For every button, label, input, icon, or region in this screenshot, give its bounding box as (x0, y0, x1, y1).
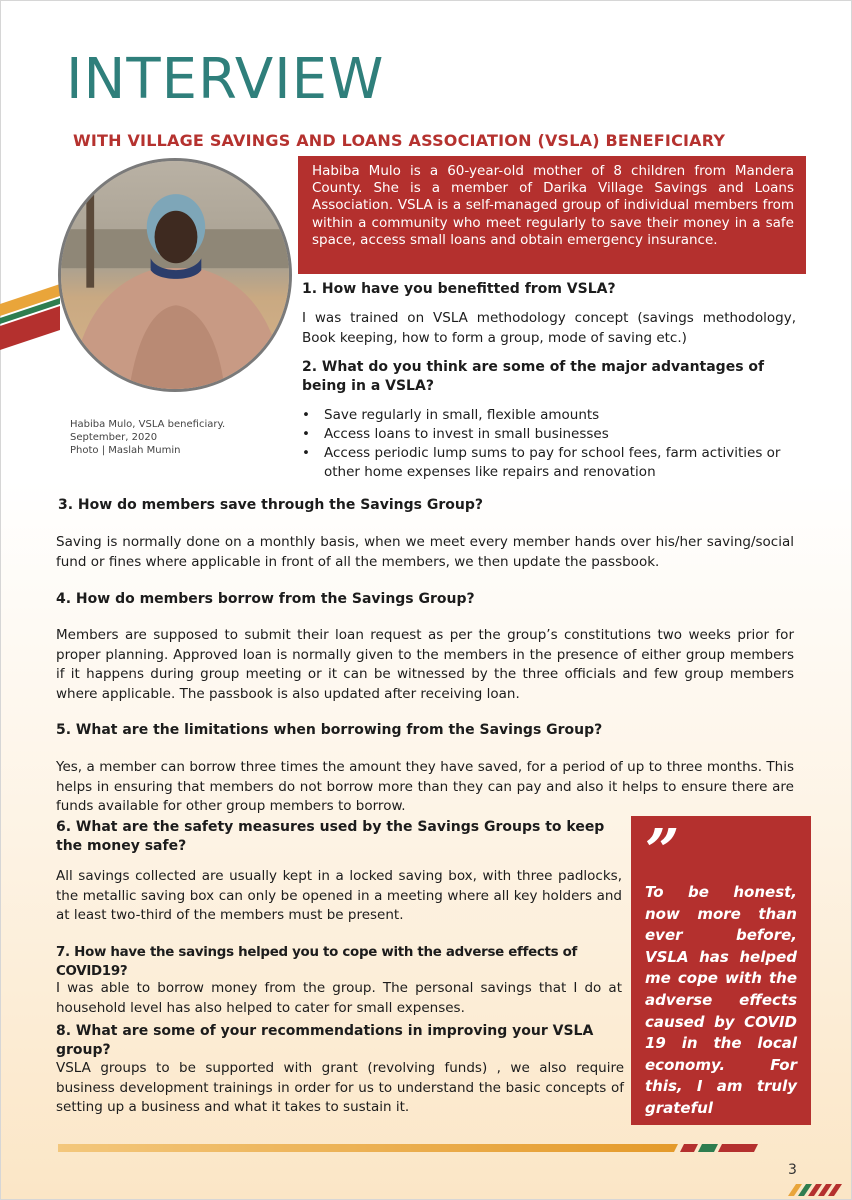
question-6: 6. What are the safety measures used by the Savings Groups to keep the money safe? (56, 819, 605, 854)
portrait-photo (58, 158, 292, 392)
pull-quote-box (631, 816, 811, 1125)
answer-3: Saving is normally done on a monthly basis, when we meet every member hands over his/her saving/social fund or fines where applicable in front of all the members, we then update the passbook. (56, 534, 794, 570)
corner-stripes (782, 1182, 842, 1196)
list-item: • Access loans to invest in small businesses (300, 425, 800, 444)
pull-quote-text: To be honest, now more than ever before, VSLA has helped me cope with the adverse effects caused by COVID 19 in the local economy. For this, I am truly grateful (645, 883, 797, 1117)
answer-6: All savings collected are usually kept in a locked saving box, with three padlocks, the metallic saving box can only be opened in a meeting where all key holders and at least two-third of the members must be present. (56, 868, 622, 923)
question-7: 7. How have the savings helped you to cope with the adverse effects of COVID19? (56, 945, 578, 979)
answer-8: VSLA groups to be supported with grant (revolving funds) , we also require business development trainings in order for us to understand the basic concepts of setting up a business and what it takes to sustain it. (56, 1060, 624, 1115)
page-number: 3 (788, 1162, 797, 1178)
caption-credit: Photo | Maslah Mumin (70, 445, 181, 456)
advantages-list (300, 406, 800, 482)
photo-caption (70, 418, 225, 457)
quote-mark-icon: ” (645, 817, 680, 887)
question-2: 2. What do you think are some of the major advantages of being in a VSLA? (302, 359, 765, 394)
answer-1: I was trained on VSLA methodology concept (savings methodology, Book keeping, how to form a group, mode of saving etc.) (302, 310, 796, 346)
bottom-decorative-bar (58, 1142, 838, 1154)
question-3: 3. How do members save through the Savings Group? (58, 497, 483, 513)
page-title: INTERVIEW (66, 47, 385, 112)
question-1: 1. How have you benefitted from VSLA? (302, 281, 616, 297)
answer-7: I was able to borrow money from the group. The personal savings that I do at household level has also helped to cater for small expenses. (56, 980, 622, 1016)
question-4: 4. How do members borrow from the Savings Group? (56, 591, 475, 607)
intro-box (298, 156, 806, 274)
caption-name: Habiba Mulo, VSLA beneficiary. (70, 419, 226, 430)
list-item: • Save regularly in small, flexible amounts (300, 406, 800, 425)
caption-date: September, 2020 (70, 432, 158, 443)
question-8: 8. What are some of your recommendations in improving your VSLA group? (56, 1023, 594, 1058)
list-item: • Access periodic lump sums to pay for school fees, farm activities or other home expenses like repairs and renovation (300, 444, 800, 482)
question-5: 5. What are the limitations when borrowing from the Savings Group? (56, 722, 603, 738)
answer-4: Members are supposed to submit their loan request as per the group’s constitutions two weeks prior for proper planning. Approved loan is normally given to the members in the presence of either group members if it happens during group meeting or it can be witnessed by the three officials and few group members where applicable. The passbook is also updated after receiving loan. (56, 627, 794, 702)
decorative-stripes (0, 270, 60, 390)
page-subtitle: WITH VILLAGE SAVINGS AND LOANS ASSOCIATION (VSLA) BENEFICIARY (73, 131, 726, 150)
intro-text: Habiba Mulo is a 60-year-old mother of 8 children from Mandera County. She is a member of Darika Village Savings and Loans Association. VSLA is a self-managed group of individual members from within a community who meet regularly to save their money in a safe space, access small loans and obtain emergency insurance. (312, 163, 794, 248)
answer-5: Yes, a member can borrow three times the amount they have saved, for a period of up to three months. This helps in ensuring that members do not borrow more than they can pay and also it helps to ensure there are funds available for other group members to borrow. (56, 759, 794, 814)
